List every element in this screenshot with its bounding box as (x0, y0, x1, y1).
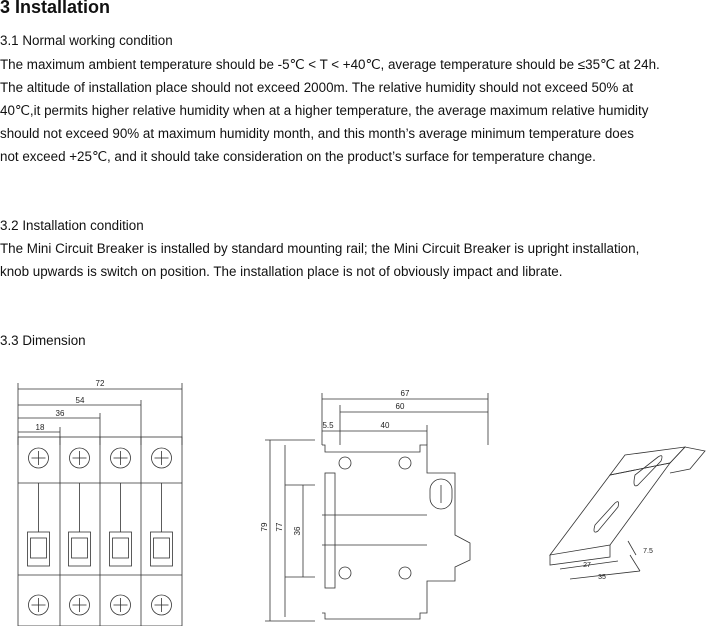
dim-5-5: 5.5 (322, 421, 334, 430)
din-rail-drawing (540, 445, 720, 595)
text-line: knob upwards is switch on position. The installation place is not of obviously impact and librate. (0, 264, 563, 279)
paragraph-working-condition (0, 53, 720, 168)
dim-36-side: 36 (293, 526, 302, 536)
text-line: 40℃,it permits higher relative humidity when at a higher temperature, the average maximum relative humidity (0, 103, 649, 118)
dim-67: 67 (400, 389, 410, 398)
paragraph-installation-condition (0, 237, 720, 283)
text-line: The altitude of installation place should not exceed 2000m. The relative humidity should not exceed 50% at (0, 80, 634, 95)
section-title-dimension: 3.3 Dimension (0, 333, 86, 348)
text-line: should not exceed 90% at maximum humidity month, and this month’s average minimum temperature does (0, 126, 634, 141)
dim-40: 40 (380, 421, 390, 430)
dim-7-5: 7.5 (643, 548, 653, 555)
section-title-installation-condition: 3.2 Installation condition (0, 218, 144, 233)
section-title-working-condition: 3.1 Normal working condition (0, 33, 173, 48)
side-view-drawing (255, 385, 500, 626)
dim-35: 35 (598, 574, 606, 581)
dim-79: 79 (260, 522, 269, 532)
text-line: not exceed +25℃, and it should take consideration on the product’s surface for temperature change. (0, 149, 596, 164)
front-view-drawing (0, 375, 200, 626)
dim-72: 72 (95, 379, 105, 388)
dim-36: 36 (55, 409, 65, 418)
text-line: The maximum ambient temperature should be -5℃ < T < +40℃, average temperature should be ≤35℃ at 24h. (0, 57, 660, 72)
dim-18: 18 (35, 423, 45, 432)
dim-77: 77 (275, 522, 284, 532)
dim-54: 54 (75, 396, 85, 405)
dim-27: 27 (583, 562, 591, 569)
text-line: The Mini Circuit Breaker is installed by standard mounting rail; the Mini Circuit Breaker is upright installation, (0, 241, 640, 256)
page-heading: 3 Installation (0, 0, 111, 17)
dim-60: 60 (395, 402, 405, 411)
